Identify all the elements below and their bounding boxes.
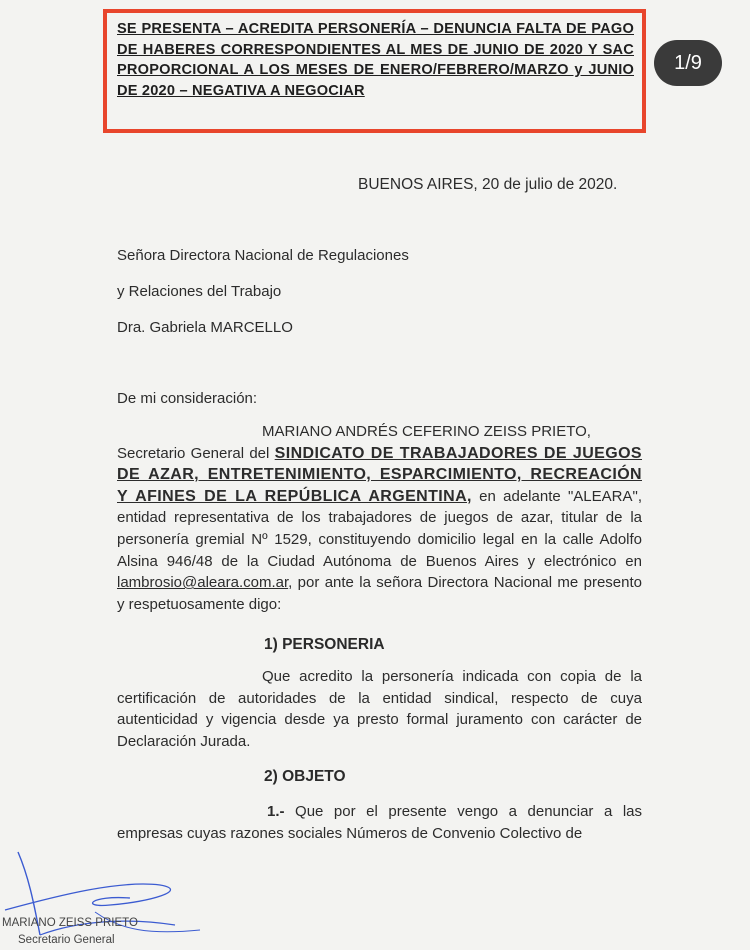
- section-objeto-body: Que por el presente vengo a denunciar a las empresas cuyas razones sociales Números de Convenio Colectivo de: [117, 803, 642, 842]
- recipient-line-1: Señora Directora Nacional de Regulaciones: [117, 247, 409, 264]
- intro-role: Secretario General del: [117, 444, 275, 462]
- recipient-line-2: y Relaciones del Trabajo: [117, 283, 282, 300]
- document-title: SE PRESENTA – ACREDITA PERSONERÍA – DENUNCIA FALTA DE PAGO DE HABERES CORRESPONDIENTES AL MES DE JUNIO DE 2020 Y SAC PROPORCIONAL A LOS MESES DE ENERO/FEBRERO/MARZO y JUNIO DE 2020 – NEGATIVA A NEGOCIAR: [117, 21, 634, 99]
- section-objeto-text: [117, 801, 642, 844]
- intro-paragraph: [117, 421, 642, 615]
- intro-rest: en adelante "ALEARA", entidad representativa de los trabajadores de juegos de azar, titular de la personería gremial Nº 1529, constituyendo domicilio legal en la calle Adolfo Alsina 946/48 de la Ciudad Autónoma de Buenos Aires y electrónico en: [117, 487, 642, 570]
- page-counter-badge: 1/9: [654, 40, 722, 86]
- intro-end: , por ante la señora Directora Nacional me presento y respetuosamente digo:: [117, 574, 642, 613]
- section-personeria-title: 1) PERSONERIA: [264, 636, 385, 653]
- section-objeto-title: 2) OBJETO: [264, 768, 346, 785]
- section-personeria-text: Que acredito la personería indicada con copia de la certificación de autoridades de la entidad sindical, respecto de cuya autenticidad y vigencia desde ya presto formal juramento con carácter de Declaración Jurada.: [117, 668, 642, 750]
- salutation: De mi consideración:: [117, 390, 258, 407]
- intro-name: MARIANO ANDRÉS CEFERINO ZEISS PRIETO,: [262, 423, 591, 440]
- section-objeto-number: 1.-: [267, 803, 285, 820]
- signature-title: Secretario General: [18, 934, 115, 946]
- letter-date: BUENOS AIRES, 20 de julio de 2020.: [358, 176, 618, 193]
- email-link[interactable]: lambrosio@aleara.com.ar: [117, 574, 289, 592]
- recipient-line-3: Dra. Gabriela MARCELLO: [117, 319, 293, 336]
- union-name: SINDICATO DE TRABAJADORES DE JUEGOS DE AZAR, ENTRETENIMIENTO, ESPARCIMIENTO, RECREACIÓN Y AFINES DE LA REPÚBLICA ARGENTINA,: [117, 444, 643, 505]
- signature-name: MARIANO ZEISS PRIETO: [2, 917, 138, 929]
- header-highlight-box: [103, 9, 646, 133]
